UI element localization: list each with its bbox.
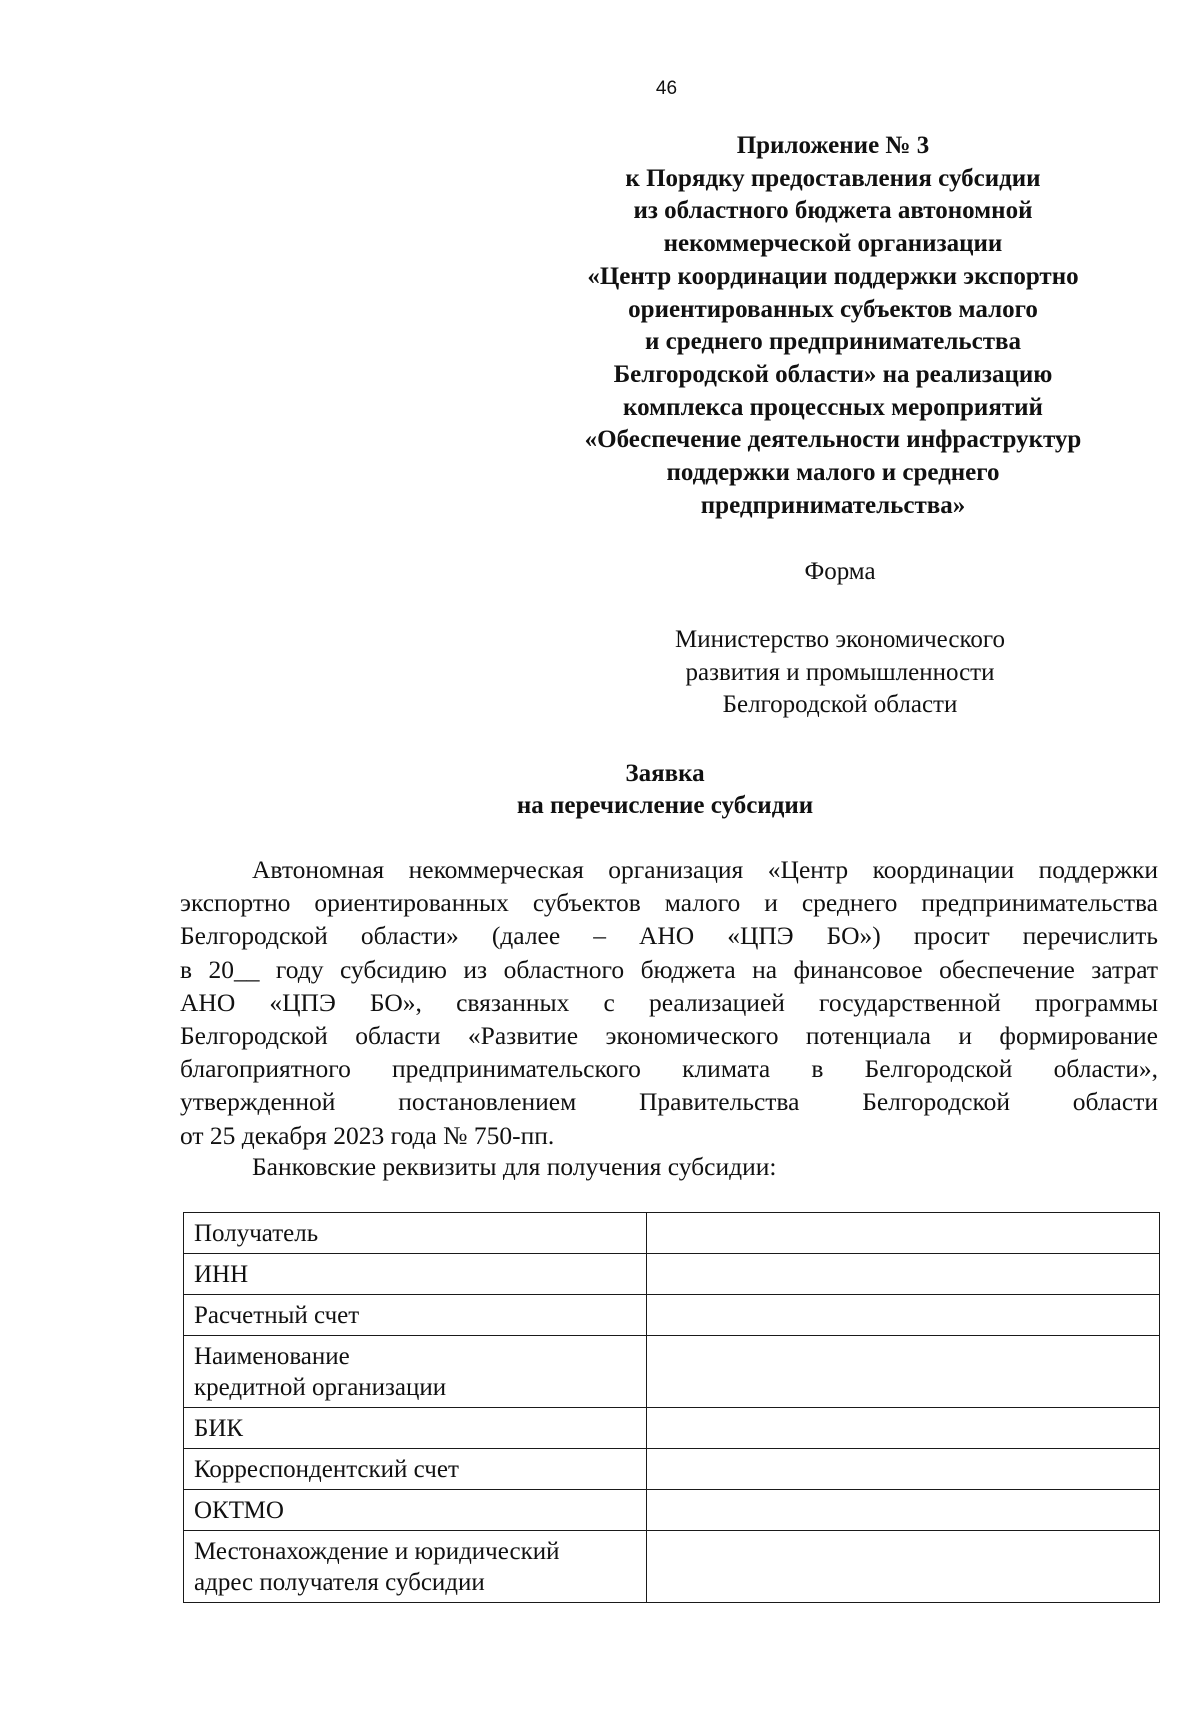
- row-label: [184, 1531, 647, 1603]
- appendix-line: Белгородской области» на реализацию: [613, 360, 1053, 388]
- row-label-line: Расчетный счет: [194, 1302, 360, 1329]
- row-value: [647, 1408, 1160, 1449]
- appendix-header: [543, 130, 1123, 522]
- row-label-line: Корреспондентский счет: [194, 1456, 459, 1483]
- table-row: [184, 1531, 1160, 1603]
- addressee-line: развития и промышленности: [685, 658, 995, 686]
- row-value: [647, 1490, 1160, 1531]
- bank-details-label: Банковские реквизиты для получения субсидии:: [252, 1152, 777, 1181]
- document-title-line: Заявка: [625, 760, 705, 787]
- appendix-line: некоммерческой организации: [663, 230, 1003, 258]
- table-row: [184, 1449, 1160, 1490]
- row-label-line: Получатель: [194, 1220, 319, 1247]
- row-label-line: Наименование: [194, 1343, 350, 1370]
- row-label: [184, 1336, 647, 1408]
- appendix-line: к Порядку предоставления субсидии: [625, 164, 1041, 192]
- page-number: 46: [655, 78, 678, 99]
- row-label: [184, 1490, 647, 1531]
- paragraph-line: Белгородской области» (далее – АНО «ЦПЭ БО») просит перечислить: [180, 921, 1158, 951]
- document-title: [400, 758, 930, 822]
- paragraph-line: экспортно ориентированных субъектов малого и среднего предпринимательства: [180, 888, 1158, 918]
- appendix-line: ориентированных субъектов малого: [628, 295, 1038, 323]
- paragraph-line: от 25 декабря 2023 года № 750-пп.: [180, 1120, 555, 1150]
- paragraph-line: АНО «ЦПЭ БО», связанных с реализацией государственной программы: [180, 987, 1158, 1017]
- form-label: Форма: [804, 558, 876, 585]
- appendix-line: предпринимательства»: [700, 491, 966, 519]
- row-value: [647, 1336, 1160, 1408]
- table-row: [184, 1408, 1160, 1449]
- document-title-line: на перечисление субсидии: [516, 792, 814, 819]
- row-label-line: БИК: [194, 1415, 244, 1442]
- row-label: [184, 1254, 647, 1295]
- paragraph-line: в 20__ году субсидию из областного бюджета на финансовое обеспечение затрат: [180, 954, 1158, 984]
- row-label-line: кредитной организации: [194, 1374, 447, 1401]
- row-value: [647, 1295, 1160, 1336]
- row-label: [184, 1295, 647, 1336]
- row-value: [647, 1254, 1160, 1295]
- appendix-line: из областного бюджета автономной: [633, 197, 1033, 225]
- appendix-line: комплекса процессных мероприятий: [623, 393, 1043, 421]
- row-value: [647, 1531, 1160, 1603]
- row-value: [647, 1449, 1160, 1490]
- row-value: [647, 1213, 1160, 1254]
- bank-details-table: [183, 1212, 1160, 1603]
- table-row: [184, 1336, 1160, 1408]
- appendix-line: «Обеспечение деятельности инфраструктур: [584, 426, 1082, 454]
- table-row: [184, 1254, 1160, 1295]
- table-row: [184, 1295, 1160, 1336]
- paragraph-line: Белгородской области «Развитие экономического потенциала и формирование: [180, 1020, 1158, 1050]
- row-label-line: ОКТМО: [194, 1497, 284, 1524]
- row-label: [184, 1408, 647, 1449]
- table-row: [184, 1213, 1160, 1254]
- request-paragraph: [180, 853, 1158, 1152]
- row-label-line: Местонахождение и юридический: [194, 1538, 560, 1565]
- appendix-line: поддержки малого и среднего: [666, 459, 1000, 487]
- paragraph-line: благоприятного предпринимательского климата в Белгородской области»,: [180, 1054, 1158, 1084]
- row-label: [184, 1213, 647, 1254]
- addressee-line: Белгородской области: [722, 691, 958, 718]
- row-label-line: адрес получателя субсидии: [194, 1569, 485, 1596]
- paragraph-line: Автономная некоммерческая организация «Центр координации поддержки: [252, 855, 1158, 884]
- addressee-block: [640, 624, 1040, 722]
- appendix-line: и среднего предпринимательства: [644, 328, 1021, 356]
- table-row: [184, 1490, 1160, 1531]
- appendix-line: Приложение № 3: [736, 132, 930, 159]
- appendix-line: «Центр координации поддержки экспортно: [587, 262, 1079, 290]
- row-label-line: ИНН: [194, 1261, 249, 1288]
- row-label: [184, 1449, 647, 1490]
- addressee-line: Министерство экономического: [675, 626, 1005, 653]
- paragraph-line: утвержденной постановлением Правительства Белгородской области: [180, 1087, 1158, 1117]
